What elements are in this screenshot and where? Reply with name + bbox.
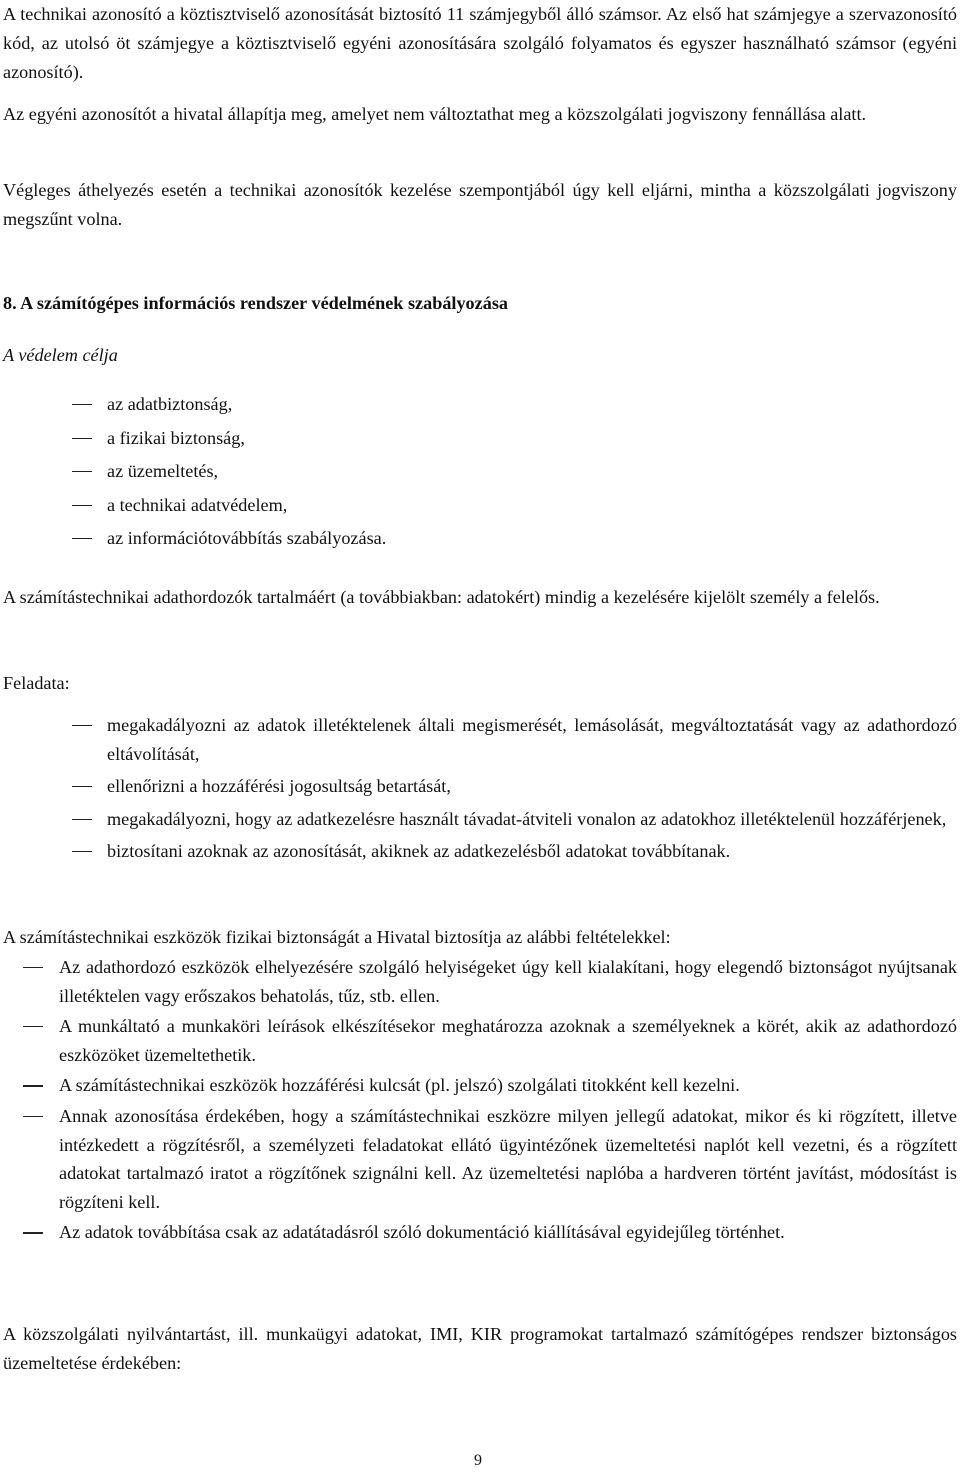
list-item: Az adatok továbbítása csak az adatátadásról szóló dokumentáció kiállításával egyidejűleg történhet.: [3, 1218, 957, 1247]
paragraph-responsibility: A számítástechnikai adathordozók tartalmáért (a továbbiakban: adatokért) mindig a kezelésére kijelölt személy a felelős.: [3, 587, 880, 607]
dash-bullet-icon: [72, 404, 92, 405]
dash-bullet-icon: [23, 1232, 43, 1233]
goals-list: [3, 388, 957, 556]
paragraph-technical-id: A technikai azonosító a köztisztviselő azonosítását biztosító 11 számjegyből álló számsor. Az első hat számjegye a szervazonosító kód, az utolsó öt számjegye a köztisztviselő egyéni azonosítására szolgáló folyamatos és egyszer használható számsor (egyéni azonosító).: [3, 4, 957, 82]
list-item: Az adathordozó eszközök elhelyezésére szolgáló helyiségeket úgy kell kialakítani, hogy elegendő biztonságot nyújtsanak illetéktelen vagy erőszakos behatolás, tűz, stb. ellen.: [3, 953, 957, 1010]
list-item: ellenőrizni a hozzáférési jogosultság betartását,: [3, 772, 957, 801]
list-item: az adatbiztonság,: [3, 388, 957, 422]
dash-bullet-icon: [72, 538, 92, 539]
dash-bullet-icon: [23, 1085, 43, 1086]
dash-bullet-icon: [72, 505, 92, 506]
page-number: 9: [474, 1452, 482, 1469]
dash-bullet-icon: [23, 967, 43, 968]
list-item: Annak azonosítása érdekében, hogy a számítástechnikai eszközre milyen jellegű adatokat, mikor és ki rögzített, illetve intézkedett a rögzítésről, a személyzeti feladatokat ellátó ügyintézőnek üzemeltetési naplót kell vezetni, és a rögzített adatokat tartalmazó iratot a rögzítőnek szignálni kell. Az üzemeltetési naplóba a hardveren történt javítást, módosítást is rögzíteni kell.: [3, 1102, 957, 1216]
list-item: megakadályozni az adatok illetéktelenek általi megismerését, lemásolását, megváltoztatását vagy az adathordozó eltávolítását,: [3, 711, 957, 768]
list-item: a technikai adatvédelem,: [3, 489, 957, 523]
tasks-list: [3, 711, 957, 870]
dash-bullet-icon: [72, 725, 92, 726]
paragraph-transfer: Végleges áthelyezés esetén a technikai azonosítók kezelése szempontjából úgy kell eljárni, mintha a közszolgálati jogviszony megszűnt volna.: [3, 180, 957, 229]
list-item: az információtovábbítás szabályozása.: [3, 522, 957, 556]
dash-bullet-icon: [72, 438, 92, 439]
list-item: A számítástechnikai eszközök hozzáférési kulcsát (pl. jelszó) szolgálati titokként kell kezelni.: [3, 1071, 957, 1100]
dash-bullet-icon: [72, 819, 92, 820]
conditions-list: [3, 953, 957, 1249]
document-page: [3, 0, 957, 1474]
paragraph-physical-security: A számítástechnikai eszközök fizikai biztonságát a Hivatal biztosítja az alábbi feltételekkel:: [3, 927, 671, 947]
list-item: megakadályozni, hogy az adatkezelésre használt távadat-átviteli vonalon az adatokhoz illetéktelenül hozzáférjenek,: [3, 805, 957, 834]
list-item: A munkáltató a munkaköri leírások elkészítésekor meghatározza azoknak a személyeknek a körét, akik az adathordozó eszközöket üzemeltethetik.: [3, 1012, 957, 1069]
dash-bullet-icon: [72, 471, 92, 472]
list-item: biztosítani azoknak az azonosítását, akiknek az adatkezelésből adatokat továbbítanak.: [3, 837, 957, 866]
tasks-label: Feladata:: [3, 673, 70, 693]
list-item: az üzemeltetés,: [3, 455, 957, 489]
dash-bullet-icon: [72, 851, 92, 852]
section-subheading: A védelem célja: [3, 345, 118, 365]
paragraph-individual-id: Az egyéni azonosítót a hivatal állapítja meg, amelyet nem változtathat meg a közszolgálati jogviszony fennállása alatt.: [3, 104, 867, 124]
dash-bullet-icon: [23, 1026, 43, 1027]
dash-bullet-icon: [72, 786, 92, 787]
section-heading: 8. A számítógépes információs rendszer védelmének szabályozása: [3, 293, 508, 313]
paragraph-system-operation: A közszolgálati nyilvántartást, ill. munkaügyi adatokat, IMI, KIR programokat tartalmazó számítógépes rendszer biztonságos üzemeltetése érdekében:: [3, 1324, 957, 1373]
dash-bullet-icon: [23, 1116, 43, 1117]
list-item: a fizikai biztonság,: [3, 422, 957, 456]
